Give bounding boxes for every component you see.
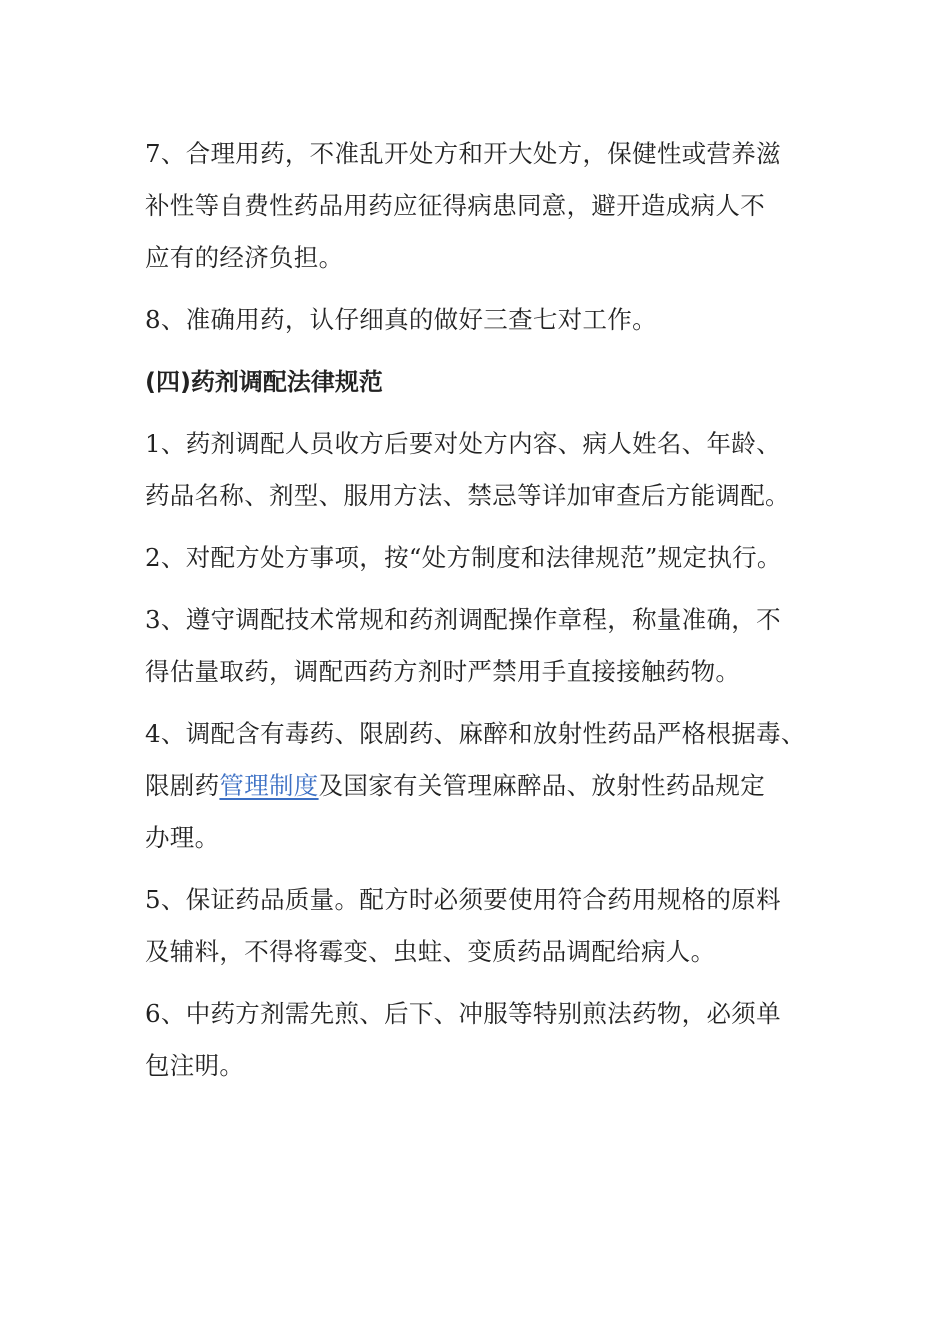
text-line: 2、对配方处方事项，按“处方制度和法律规范”规定执行。 (145, 543, 782, 572)
management-system-link[interactable]: 管理制度 (219, 771, 319, 800)
text-line: 包注明。 (145, 1051, 245, 1080)
text-line: 补性等自费性药品用药应征得病患同意，避开造成病人不 (145, 191, 765, 220)
paragraph-item-1 (145, 418, 815, 522)
paragraph-item-7 (145, 128, 815, 284)
document-body (145, 128, 815, 1102)
text-line: 应有的经济负担。 (145, 243, 344, 272)
text-segment: 及国家有关管理麻醉品、放射性药品规定 (318, 771, 766, 800)
text-line: 3、遵守调配技术常规和药剂调配操作章程，称量准确，不 (145, 605, 781, 634)
text-line: 8、准确用药，认仔细真的做好三查七对工作。 (145, 305, 657, 334)
paragraph-item-5 (145, 874, 815, 978)
paragraph-item-8 (145, 294, 815, 346)
text-line: 7、合理用药，不准乱开处方和开大处方，保健性或营养滋 (145, 139, 781, 168)
paragraph-item-2 (145, 532, 815, 584)
text-line: 及辅料，不得将霉变、虫蛀、变质药品调配给病人。 (145, 937, 716, 966)
text-line: 5、保证药品质量。配方时必须要使用符合药用规格的原料 (145, 885, 781, 914)
text-line: 4、调配含有毒药、限剧药、麻醉和放射性药品严格根据毒、 (145, 719, 806, 748)
paragraph-item-4 (145, 708, 815, 864)
section-heading: (四)药剂调配法律规范 (145, 368, 383, 396)
text-line: 6、中药方剂需先煎、后下、冲服等特别煎法药物，必须单 (145, 999, 781, 1028)
text-line (145, 760, 815, 812)
paragraph-item-6 (145, 988, 815, 1092)
text-line: 1、药剂调配人员收方后要对处方内容、病人姓名、年龄、 (145, 429, 781, 458)
text-line: 得估量取药，调配西药方剂时严禁用手直接接触药物。 (145, 657, 741, 686)
paragraph-item-3 (145, 594, 815, 698)
text-line: 药品名称、剂型、服用方法、禁忌等详加审查后方能调配。 (145, 481, 790, 510)
text-line: 办理。 (145, 823, 220, 852)
text-segment: 限剧药 (145, 771, 220, 800)
